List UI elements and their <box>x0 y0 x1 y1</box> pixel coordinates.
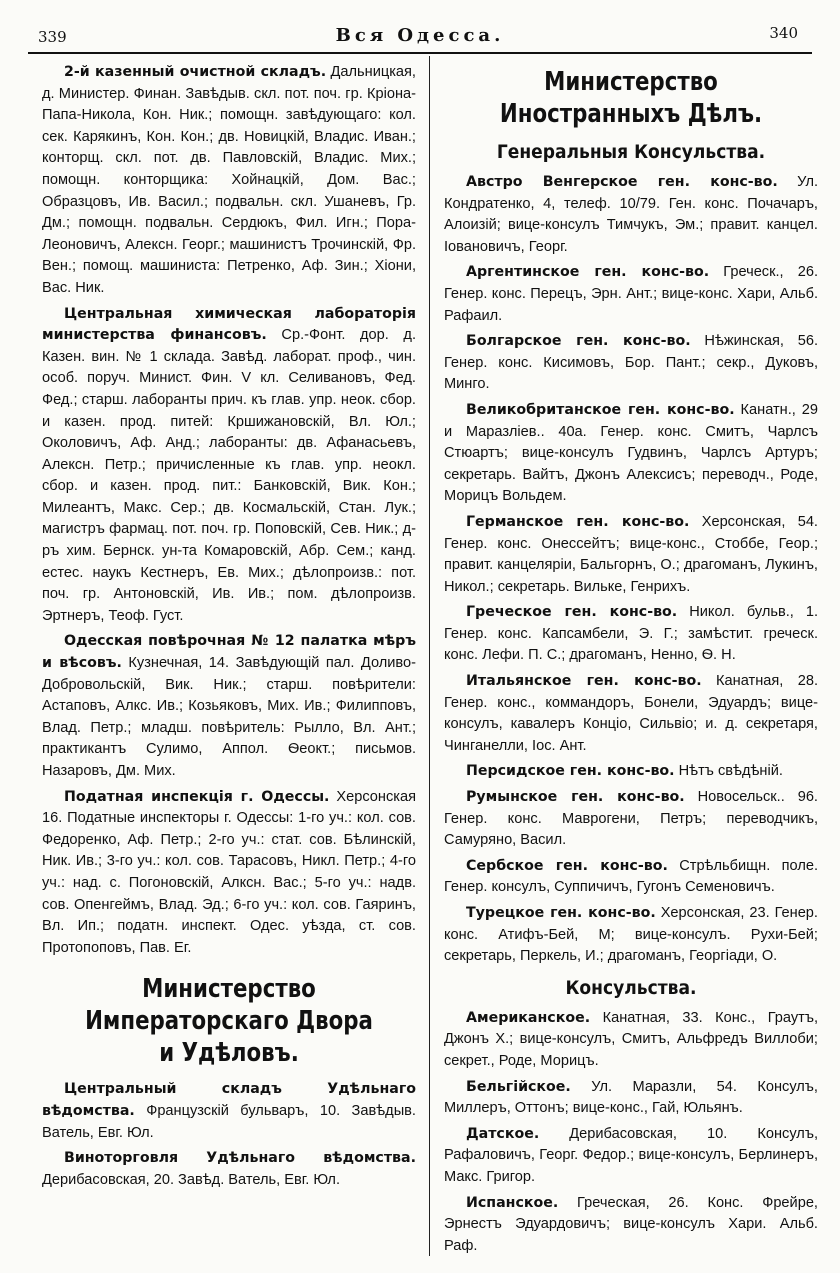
entry-heading: Бельгійское. <box>466 1078 571 1095</box>
entry-body: Греческ., 26. Генер. конс. Перецъ, Эрн. Ант.; вице-конс. Хари, Альб. Рафаил. <box>444 264 818 324</box>
entry-heading: Испанское. <box>466 1194 559 1211</box>
directory-entry <box>444 262 818 327</box>
directory-entry <box>444 761 818 783</box>
entry-heading: Виноторговля Удѣльнаго вѣдомства. <box>64 1150 416 1167</box>
entry-heading: Румынское ген. конс-во. <box>466 789 685 806</box>
entry-body: Херсонская, 23. Генер. конс. Атифъ-Бей, М; вице-консулъ. Рухи-Бей; секретарь, Перкель, И.; драгоманъ, Георгіади, О. <box>444 905 818 965</box>
entry-body: Канатн., 29 и Маразліев.. 40а. Генер. конс. Смитъ, Чарлсъ Стюартъ; вице-консулъ Гудвинъ, Чарлсъ Артуръ; секретарь. Вайтъ, Джонъ Алексисъ; переводч., Роде, Морицъ Вольдем. <box>444 401 818 505</box>
entry-heading: Американское. <box>466 1009 591 1026</box>
entry-heading: 2-й казенный очистной складъ. <box>64 64 327 80</box>
entry-heading: Австро Венгерское ген. конс-во. <box>466 174 778 190</box>
entry-body: Новосельск.. 96. Генер. конс. Маврогени, Петръ; переводчикъ, Самуряно, Васил. <box>444 789 818 849</box>
entry-heading: Германское ген. конс-во. <box>466 513 690 530</box>
entry-body: Дерибасовская, 20. Завѣд. Ватель, Евг. Юл. <box>42 1171 341 1188</box>
entry-body: Херсонская 16. Податные инспекторы г. Одессы: 1-го уч.: кол. сов. Федоренко, Аф. Петр.; 2-го уч.: стат. сов. Бѣлинскій, Ник. Ив.; 3-го уч.: кол. сов. Тарасовъ, Никл. Петр.; 4-го уч.: над. с. Погоновскій, Алксн. Вас.; 5-го уч.: надв. сов. Опенгеймъ, Влад. Эд.; 6-го уч.: кол. сов. Гаяринъ, Вл. Ип.; податн. инспект. Одес. уѣзда, ст. сов. Протопоповъ, Пав. Ег. <box>42 788 416 956</box>
entry-heading: Центральный складъ Удѣльнаго вѣдомства. <box>42 1081 416 1119</box>
entry-body: Нѣжинская, 56. Генер. конс. Кисимовъ, Бор. Пант.; секр., Дуковъ, Минго. <box>444 333 818 393</box>
entry-body: Греческая, 26. Конс. Фрейре, Эрнестъ Эдуардовичъ; вице-консулъ Хари. Альб. Раф. <box>444 1194 818 1254</box>
entry-body: Дальницкая, д. Министер. Финан. Завѣдыв. скл. пот. поч. гр. Кріона-Папа-Никола, Кон. Ник.; помощн. завѣдующаго: кол. сек. Карякинъ, Кон. Кон.; дв. Новицкій, Владис. Иван.; конторщ. скл. пот. дв. Павловскій, Владис. Мих.; помощн. конторщика: Хойнацкій, Дом. Вас.; Образцовъ, Ив. Васил.; подвальн. скл. Ушаневъ, Гр. Дм.; помощн. подвальн. Сердюкъ, Фил. Игн.; Пора-Леоновичъ, Алексн. Георг.; машинистъ Трочинскій, Фр. Вен.; помощ. машиниста: Петренко, Аф. Зин.; Хіони, Вас. Ник. <box>42 64 416 296</box>
directory-entry <box>444 903 818 968</box>
directory-entry <box>444 602 818 667</box>
directory-entry <box>444 331 818 396</box>
section-heading-court: Министерство Императорскаго Двора и Удѣловъ. <box>85 974 373 1069</box>
subheading-general-consulates: Генеральныя Консульства. <box>496 141 766 163</box>
directory-entry <box>42 1079 416 1144</box>
directory-entry <box>42 304 416 628</box>
directory-entry <box>42 631 416 782</box>
entry-body: Ср.-Фонт. дор. д. Казен. вин. № 1 склада. Завѣд. лаборат. проф., чин. особ. поруч. Минист. Фин. V кл. Селивановъ, Фед. Фед.; старш. лаборанты прич. къ глав. упр. неок. сбор. и казен. прод. питей: Кршижановскій, Вл. Юл.; Околовичъ, Аф. Анд.; лаборанты: дв. Афанасьевъ, Алексн. Петр.; причисленные къ глав. упр. неокл. сбор. и казен. прод. пит.: Банковскій, Вик. Кон.; Милеантъ, Макс. Сер.; дв. Космальскій, Стан. Лук.; магистръ фармац. пот. поч. гр. Поповскій, Сев. Ник.; д-ръ хим. Бернск. ун-та Комаровскій, Абр. Сем.; канд. естес. наукъ Кестнеръ, Ев. Мих.; дѣлопроизв.: пот. поч. гр. Антоновскій, Ив. Ив.; пом. дѣлопроизв. Эртнеръ, Теоф. Густ. <box>42 327 417 624</box>
entry-heading: Великобританское ген. конс-во. <box>466 401 735 418</box>
entry-body: Французскій бульваръ, 10. Завѣдыв. Ватель, Евг. Юл. <box>42 1102 416 1141</box>
entry-body: Ул. Маразли, 54. Консулъ, Миллеръ, Оттонъ; вице-конс., Гай, Юльянъ. <box>444 1078 818 1117</box>
entry-heading: Турецкое ген. конс-во. <box>466 905 656 921</box>
entry-body: Дерибасовская, 10. Консулъ, Рафаловичъ, Георг. Федор.; вице-консулъ, Берлинеръ, Макс. Григор. <box>444 1125 818 1185</box>
subheading-consulates: Консульства. <box>565 976 697 999</box>
directory-entry <box>42 1148 416 1191</box>
directory-entry <box>444 172 818 258</box>
entry-heading: Персидское ген. конс-во. <box>466 763 675 780</box>
entry-body: Стрѣльбищн. поле. Генер. консулъ, Суппичичъ, Гугонъ Семеновичъ. <box>444 857 819 896</box>
directory-entry <box>444 512 818 598</box>
running-title: Вся Одесса. <box>335 25 505 46</box>
entry-heading: Датское. <box>466 1125 540 1142</box>
column-divider <box>429 56 430 1256</box>
page-number-right: 340 <box>769 24 798 42</box>
entry-heading: Одесская повѣрочная № 12 палатка мѣръ и вѣсовъ. <box>42 633 416 672</box>
directory-entry <box>444 1124 818 1189</box>
directory-entry <box>444 1008 818 1073</box>
directory-entry <box>444 856 818 899</box>
page-number-left: 339 <box>38 28 67 46</box>
entry-body: Канатная, 28. Генер. конс., коммандоръ, Бонели, Эдуардъ; вице-консулъ, кавалеръ Конціо, Сильвіо; и. д. секретаря, Чинганелли, Іос. Ант. <box>444 673 818 754</box>
directory-entry <box>444 1193 818 1258</box>
directory-entry <box>42 787 416 960</box>
page-header <box>28 22 812 54</box>
entry-body: Нѣтъ свѣдѣній. <box>674 763 783 780</box>
section-heading-foreign-affairs: Министерство Иностранныхъ Дѣлъ. <box>499 67 763 129</box>
directory-entry <box>444 671 818 757</box>
entry-heading: Болгарское ген. конс-во. <box>466 333 691 350</box>
entry-heading: Аргентинское ген. конс-во. <box>466 264 710 281</box>
right-column <box>444 62 818 1261</box>
left-column <box>42 62 416 1195</box>
entry-body: Никол. бульв., 1. Генер. конс. Капсамбели, Э. Г.; замѣстит. греческ. конс. Лефи. П. С.; драгоманъ, Ненно, Ѳ. Н. <box>444 604 818 664</box>
directory-entry <box>42 62 416 300</box>
entry-heading: Греческое ген. конс-во. <box>466 604 678 621</box>
entry-heading: Сербское ген. конс-во. <box>466 857 668 874</box>
entry-body: Кузнечная, 14. Завѣдующій пал. Доливо-Добровольскій, Вик. Ник.; старш. повѣрители: Астаповъ, Алкс. Ив.; Козьяковъ, Мих. Ив.; Филипповъ, Влад. Петр.; младш. повѣритель: Рылло, Вл. Ант.; практикантъ Сулимо, Аппол. Ѳеокт.; письмов. Назаровъ, Дм. Мих. <box>42 655 416 779</box>
entry-body: Ул. Кондратенко, 4, телеф. 10/79. Ген. конс. Почачаръ, Алоизій; вице-консулъ Тимчукъ, Эм.; правит. канцел. Іовановичъ, Георг. <box>444 174 819 255</box>
directory-entry <box>444 400 818 508</box>
entry-body: Херсонская, 54. Генер. конс. Онессейтъ; вице-конс., Стоббе, Геор.; правит. канцеляріи, Бальгорнъ, О.; драгоманъ, Лукинъ, Никол.; секретарь. Вильке, Генрихъ. <box>444 513 818 595</box>
directory-entry <box>444 787 818 852</box>
entry-heading: Итальянское ген. конс-во. <box>466 673 702 690</box>
directory-entry <box>444 1077 818 1120</box>
entry-heading: Центральная химическая лабораторія министерства финансовъ. <box>42 305 416 344</box>
entry-body: Канатная, 33. Конс., Граутъ, Джонъ Х.; вице-консулъ, Смитъ, Альфредъ Виллоби; секрет., Роде, Морицъ. <box>444 1009 818 1069</box>
entry-heading: Податная инспекція г. Одессы. <box>64 788 330 805</box>
